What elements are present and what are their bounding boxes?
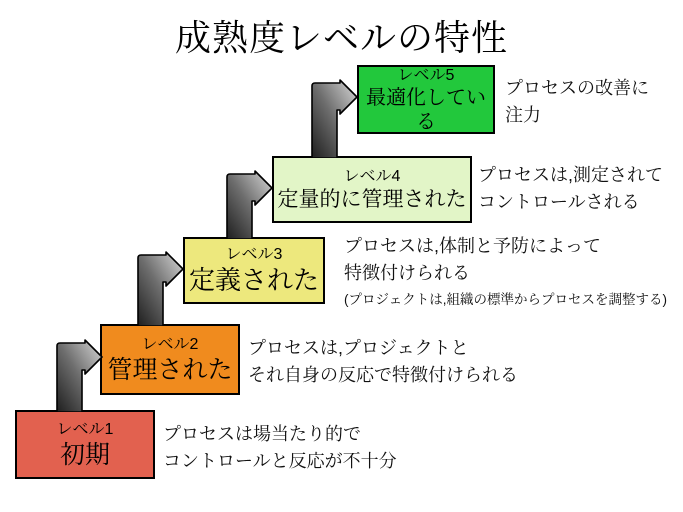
level-2-name: 管理された (107, 355, 233, 384)
description-line: 特徴付けられる (344, 263, 470, 283)
description-line: コントロールされる (478, 192, 640, 212)
description-line: それ自身の反応で特徴付けられる (248, 365, 518, 385)
level-4-box (272, 156, 472, 223)
level-2-box (100, 324, 240, 395)
description-line: コントロールと反応が不十分 (163, 451, 397, 471)
description-note: (プロジェクトは,組織の標準からプロセスを調整する) (344, 292, 667, 307)
level-3-description (344, 233, 667, 309)
level-1-name: 初期 (59, 440, 110, 469)
level-1-box (15, 410, 155, 479)
level-2-label: レベル2 (141, 335, 199, 353)
arrow-level4-to-level5-icon (311, 79, 358, 158)
description-line: プロセスは,体制と予防によって (344, 236, 601, 256)
level-2-description (248, 335, 518, 389)
description-line: プロセスは,測定されて (478, 165, 663, 185)
arrow-level3-to-level4-icon (226, 170, 273, 239)
arrow-level1-to-level2-icon (56, 339, 103, 412)
level-3-name: 定義された (188, 264, 319, 295)
level-5-label: レベル5 (397, 66, 455, 84)
level-1-label: レベル1 (56, 420, 114, 438)
level-4-label: レベル4 (343, 167, 401, 185)
level-3-label: レベル3 (225, 245, 283, 263)
description-line: プロセスは場当たり的で (163, 424, 361, 444)
level-5-description (505, 75, 649, 129)
description-line: プロセスは,プロジェクトと (248, 338, 469, 358)
level-4-name: 定量的に管理された (277, 187, 467, 211)
level-4-description (478, 162, 663, 216)
level-5-name: 最適化している (366, 86, 486, 133)
page-title: 成熟度レベルの特性 (174, 17, 508, 58)
level-1-description (163, 421, 397, 475)
description-line: プロセスの改善に (505, 78, 649, 98)
description-line: 注力 (505, 105, 541, 125)
arrow-level2-to-level3-icon (137, 251, 184, 326)
level-5-box (357, 65, 495, 134)
level-3-box (183, 237, 325, 304)
